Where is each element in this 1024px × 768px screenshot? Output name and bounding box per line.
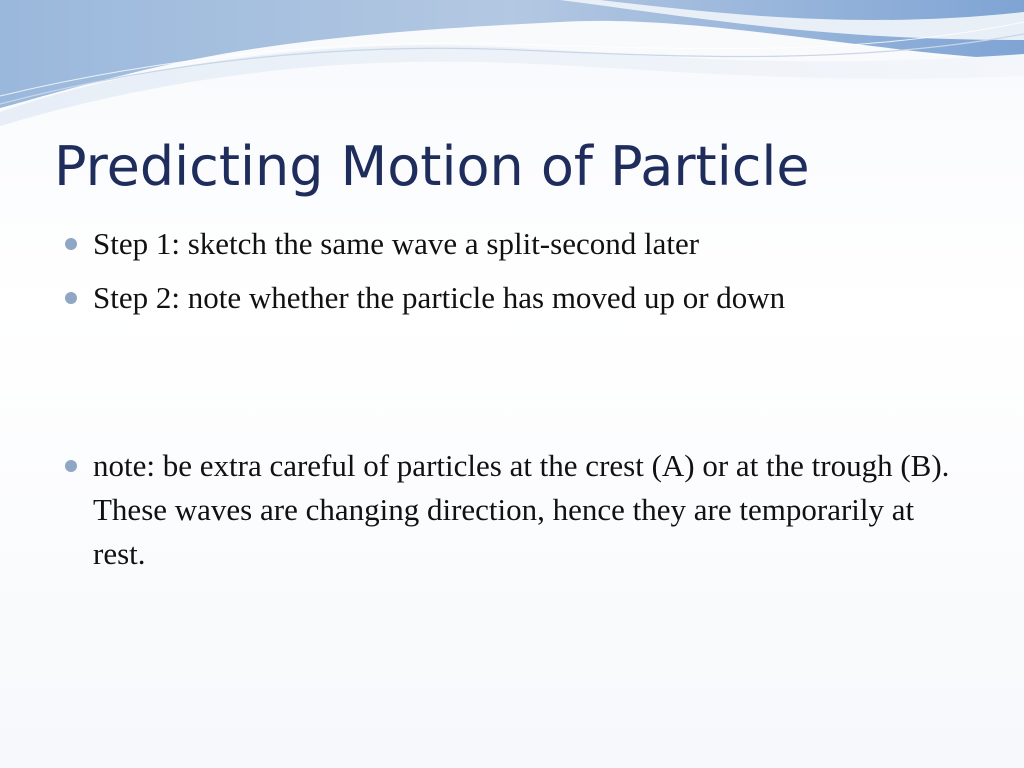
bullet-step-2: [64, 276, 964, 320]
bullet-text: note: be extra careful of particles at the crest (A) or at the trough (B). These waves are changing direction, hence they are temporarily at rest.: [93, 448, 950, 571]
bullet-dot-icon: [65, 460, 77, 472]
bullet-text: Step 2: note whether the particle has moved up or down: [93, 280, 786, 315]
bullet-step-1: [64, 222, 964, 266]
bullet-note: [64, 444, 964, 576]
bullet-dot-icon: [65, 292, 77, 304]
slide-title: Predicting Motion of Particle: [54, 135, 810, 198]
bullet-list: [64, 222, 964, 586]
header-wave-decoration: [0, 0, 1024, 130]
bullet-dot-icon: [65, 238, 77, 250]
bullet-text: Step 1: sketch the same wave a split-second later: [93, 226, 700, 261]
